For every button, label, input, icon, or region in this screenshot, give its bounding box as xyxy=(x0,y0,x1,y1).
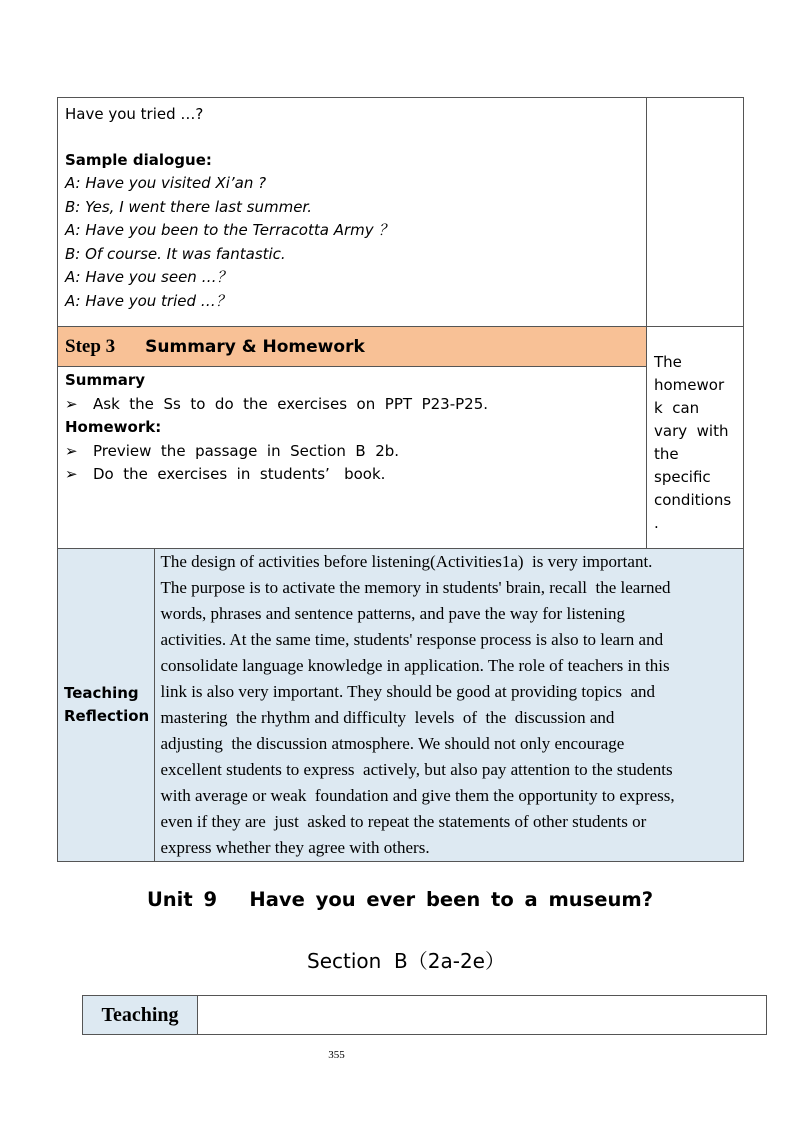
reflection-line: link is also very important. They should be good at providing topics and xyxy=(160,682,656,701)
dialogue-line: B: Of course. It was fantastic. xyxy=(65,244,286,263)
teaching-label: Teaching xyxy=(83,996,198,1035)
homework-note-cell xyxy=(647,327,744,549)
note-line: homewor xyxy=(654,376,725,394)
practice-cell xyxy=(58,98,647,327)
page-number: 355 xyxy=(328,1049,345,1061)
note-line: vary with xyxy=(654,422,729,440)
practice-note-cell xyxy=(647,98,744,327)
note-line: k can xyxy=(654,399,700,417)
practice-line: Have you tried …? xyxy=(65,105,204,123)
note-line: specific xyxy=(654,468,711,486)
reflection-line: activities. At the same time, students' response process is also to learn and xyxy=(160,630,664,649)
note-line: conditions xyxy=(654,491,732,509)
dialogue-line: A: Have you been to the Terracotta Army ？ xyxy=(65,221,394,239)
step3-header xyxy=(58,327,646,367)
summary-item: ➢ Ask the Ss to do the exercises on PPT P23-P25. xyxy=(65,393,638,417)
note-line: . xyxy=(654,514,659,532)
dialogue-line: A: Have you seen …？ xyxy=(65,268,232,286)
reflection-line: even if they are just asked to repeat the statements of other students or xyxy=(160,812,647,831)
reflection-line: words, phrases and sentence patterns, and pave the way for listening xyxy=(160,604,626,623)
reflection-line: adjusting the discussion atmosphere. We should not only encourage xyxy=(160,734,625,753)
lesson-plan-table xyxy=(57,97,744,862)
step3-cell xyxy=(58,327,647,549)
section-title: Section B（2a-2e） xyxy=(307,949,505,973)
reflection-line: The design of activities before listening(Activities1a) is very important. xyxy=(160,552,653,571)
dialogue-line: A: Have you tried …？ xyxy=(65,291,231,310)
reflection-label: Teaching Reflection xyxy=(58,549,154,861)
step-number: Step 3 xyxy=(65,335,116,357)
arrow-bullet-icon: ➢ xyxy=(65,394,78,413)
homework-heading: Homework: xyxy=(65,418,162,436)
reflection-text xyxy=(154,549,743,861)
unit-title: Unit 9 Have you ever been to a museum? xyxy=(146,888,654,911)
reflection-line: mastering the rhythm and difficulty levels of the discussion and xyxy=(160,708,615,727)
reflection-line: consolidate language knowledge in application. The role of teachers in this xyxy=(160,656,670,675)
reflection-line: The purpose is to activate the memory in students' brain, recall the learned xyxy=(160,578,671,597)
arrow-bullet-icon: ➢ xyxy=(65,465,78,483)
homework-item: ➢ Preview the passage in Section B 2b. xyxy=(65,440,638,464)
reflection-line: express whether they agree with others. xyxy=(160,838,430,857)
reflection-line: with average or weak foundation and give them the opportunity to express, xyxy=(160,786,675,805)
homework-item: ➢ Do the exercises in students’ book. xyxy=(65,463,638,487)
dialogue-line: A: Have you visited Xi’an ? xyxy=(65,174,267,192)
summary-heading: Summary xyxy=(65,371,146,389)
arrow-bullet-icon: ➢ xyxy=(65,441,78,460)
reflection-line: excellent students to express actively, but also pay attention to the students xyxy=(160,760,673,779)
next-section-table xyxy=(82,995,767,1035)
teaching-content-cell xyxy=(198,996,767,1035)
note-line: The xyxy=(654,353,682,371)
note-line: the xyxy=(654,445,679,463)
dialogue-line: B: Yes, I went there last summer. xyxy=(65,197,312,216)
sample-dialogue-heading: Sample dialogue: xyxy=(65,150,212,169)
step-title: Summary & Homework xyxy=(145,336,365,357)
